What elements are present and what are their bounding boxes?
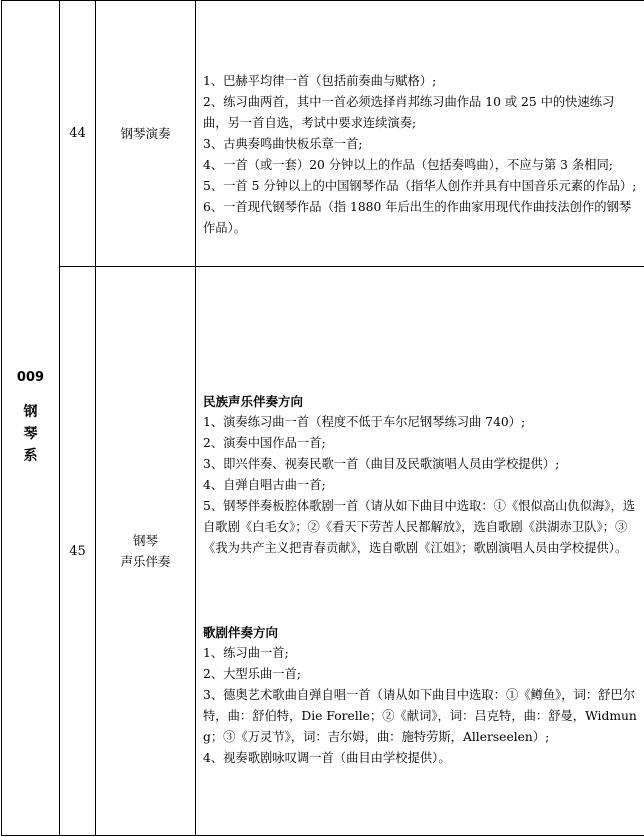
major-name: 钢琴 声乐伴奏 (96, 267, 196, 836)
requirement-item: 4、视奏歌剧咏叹调一首（曲目由学校提供）。 (203, 751, 451, 765)
section-title: 民族声乐伴奏方向 (203, 394, 304, 409)
table-row (2, 1, 644, 267)
major-number: 45 (60, 267, 96, 836)
requirement-item: 1、练习曲一首; (203, 646, 289, 660)
requirements-cell (196, 267, 644, 836)
exam-requirements-table (1, 0, 644, 836)
requirement-item: 2、演奏中国作品一首; (203, 436, 326, 450)
requirement-item: 1、巴赫平均律一首（包括前奏曲与赋格）; (203, 73, 437, 88)
major-name: 钢琴演奏 (96, 1, 196, 267)
requirement-item: 5、一首 5 分钟以上的中国钢琴作品（指华人创作并具有中国音乐元素的作品）; (203, 178, 637, 193)
requirement-item: 3、即兴伴奏、视奏民歌一首（曲目及民歌演唱人员由学校提供）; (203, 457, 560, 471)
requirement-item: 1、演奏练习曲一首（程度不低于车尔尼钢琴练习曲 740）; (203, 415, 526, 429)
requirement-item: 3、古典奏鸣曲快板乐章一首; (203, 136, 363, 151)
department-cell (2, 1, 60, 836)
requirement-item: 6、一首现代钢琴作品（指 1880 年后出生的作曲家用现代作曲技法创作的钢琴作品）。 (203, 199, 632, 235)
requirement-item: 5、钢琴伴奏板腔体歌剧一首（请从如下曲目中选取：①《恨似高山仇似海》，选自歌剧《白毛女》；②《看天下劳苦人民都解放》，选自歌剧《洪湖赤卫队》；③《我为共产主义把青春贡献》，选自歌剧《江姐》；歌剧演唱人员由学校提供）。 (203, 499, 636, 555)
requirement-item: 4、自弹自唱古曲一首; (203, 478, 326, 492)
table-row (2, 267, 644, 836)
requirement-item: 2、大型乐曲一首; (203, 667, 302, 681)
requirements-cell (196, 1, 644, 267)
section-title: 歌剧伴奏方向 (203, 625, 279, 640)
department-code: 009 (16, 369, 45, 385)
requirement-item: 3、德奥艺术歌曲自弹自唱一首（请从如下曲目中选取：①《鳟鱼》，词：舒巴尔特，曲：舒伯特，Die Forelle；②《献词》，词：吕克特，曲：舒曼，Widmung；③《万灵节》，词：吉尔姆，曲：施特劳斯，Allerseelen）; (203, 688, 637, 744)
requirement-item: 4、一首（或一套）20 分钟以上的作品（包括奏鸣曲），不应与第 3 条相同; (203, 157, 613, 172)
requirement-item: 2、练习曲两首，其中一首必须选择肖邦练习曲作品 10 或 25 中的快速练习曲，另一首自选，考试中要求连续演奏; (203, 94, 615, 130)
department-name: 钢 琴 系 (23, 403, 38, 464)
major-number: 44 (60, 1, 96, 267)
